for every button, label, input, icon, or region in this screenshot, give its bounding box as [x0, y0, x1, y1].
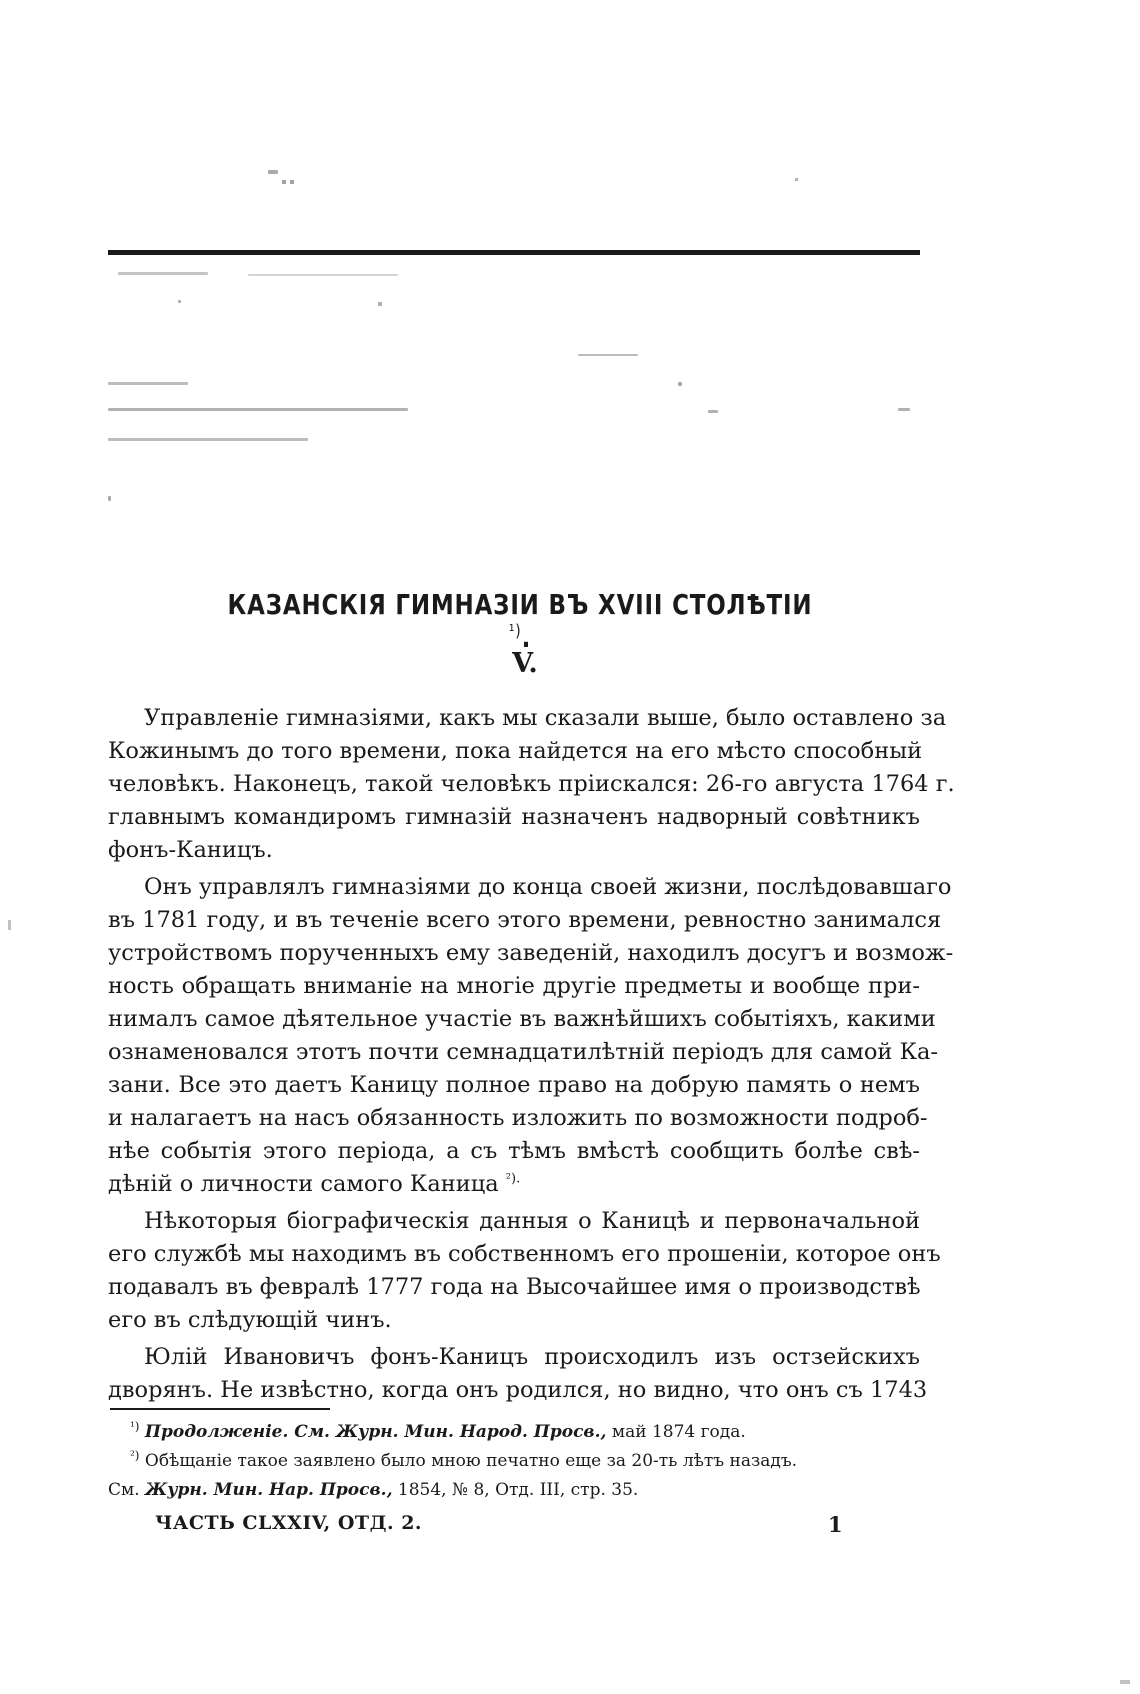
text-line: главнымъ командиромъ гимназій назначенъ надворный совѣтникъ	[108, 804, 920, 830]
footnote-2	[108, 1447, 920, 1476]
text-line: Кожинымъ до того времени, пока найдется на его мѣсто способный	[108, 738, 923, 764]
text-line: Нѣкоторыя біографическія данныя о Каницѣ и первоначальной	[144, 1208, 920, 1234]
margin-speck	[290, 180, 294, 184]
printer-signature: ЧАСТЬ CLXXIV, ОТД. 2.	[155, 1512, 423, 1534]
footnote-2-mark: ²)	[130, 1448, 140, 1463]
footnotes	[108, 1418, 920, 1505]
top-rule	[108, 250, 920, 255]
text-line: Юлій Ивановичъ фонъ-Каницъ происходилъ изъ остзейскихъ	[144, 1344, 920, 1370]
paragraph-2	[108, 871, 954, 1201]
body-text	[108, 702, 955, 1411]
text-line: фонъ-Каницъ.	[108, 837, 273, 863]
text-line: нималъ самое дѣятельное участіе въ важнѣйшихъ событіяхъ, какими	[108, 1006, 936, 1032]
paragraph-1	[108, 702, 955, 867]
text-line: ознаменовался этотъ почти семнадцатилѣтній періодъ для самой Ка-	[108, 1039, 939, 1065]
text-line-text: дѣній о личности самого Каница	[108, 1171, 499, 1197]
page-number: 1	[828, 1512, 843, 1537]
footnote-rule	[110, 1408, 330, 1410]
margin-speck	[795, 178, 798, 181]
footnote-2-continued	[108, 1476, 920, 1505]
text-line: зани. Все это даетъ Каницу полное право на добрую память о немъ	[108, 1072, 920, 1098]
footnote-2-line1: Обѣщаніе такое заявлено было мною печатно еще за 20-ть лѣтъ назадъ.	[144, 1451, 798, 1471]
footnote-2-italic: Журн. Мин. Нар. Просв.,	[145, 1480, 393, 1500]
margin-speck	[8, 920, 11, 930]
paragraph-3	[108, 1205, 941, 1337]
footnote-2-prefix: См.	[108, 1480, 140, 1500]
text-line: устройствомъ порученныхъ ему заведеній, находилъ досугъ и возмож-	[108, 940, 954, 966]
article-title: КАЗАНСКІЯ ГИМНАЗІИ ВЪ XVIII СТОЛѢТІИ $^{^1)}$.	[227, 588, 813, 654]
footnote-ref: ²).	[505, 1171, 521, 1187]
text-line: дворянъ. Не извѣстно, когда онъ родился, но видно, что онъ съ 1743	[108, 1377, 928, 1403]
bleed-through-specks	[108, 270, 920, 550]
text-line: его въ слѣдующій чинъ.	[108, 1307, 392, 1333]
text-line: его службѣ мы находимъ въ собственномъ его прошеніи, которое онъ	[108, 1241, 941, 1267]
text-line: Онъ управлялъ гимназіями до конца своей жизни, послѣдовавшаго	[144, 874, 952, 900]
margin-speck	[1120, 1680, 1130, 1684]
text-line: человѣкъ. Наконецъ, такой человѣкъ пріискался: 26-го августа 1764 г.	[108, 771, 955, 797]
title-footnote-mark: ¹)	[508, 621, 522, 642]
text-line: въ 1781 году, и въ теченіе всего этого времени, ревностно занимался	[108, 907, 942, 933]
text-line: Управленіе гимназіями, какъ мы сказали выше, было оставлено за	[144, 705, 947, 731]
paragraph-4	[108, 1341, 928, 1407]
footnote-1-italic: Продолженіе. См. Журн. Мин. Народ. Просв.,	[144, 1422, 607, 1442]
footnote-2-rest: 1854, № 8, Отд. III, стр. 35.	[397, 1480, 639, 1500]
footnote-1-rest: май 1874 года.	[611, 1422, 746, 1442]
text-line: ность обращать вниманіе на многіе другіе предметы и вообще при-	[108, 973, 920, 999]
footnote-1-mark: ¹)	[130, 1419, 140, 1434]
text-line-with-note	[108, 1168, 920, 1201]
text-line: нѣе событія этого періода, а съ тѣмъ вмѣстѣ сообщить болѣе свѣ-	[108, 1138, 920, 1164]
text-line: и налагаетъ на насъ обязанность изложить по возможности подроб-	[108, 1105, 928, 1131]
footnote-1	[108, 1418, 920, 1447]
text-line: подавалъ въ февралѣ 1777 года на Высочайшее имя о производствѣ	[108, 1274, 921, 1300]
margin-speck	[282, 180, 286, 184]
article-title-text: КАЗАНСКІЯ ГИМНАЗІИ ВЪ XVIII СТОЛѢТІИ	[227, 588, 813, 621]
section-number: V.	[512, 648, 538, 679]
